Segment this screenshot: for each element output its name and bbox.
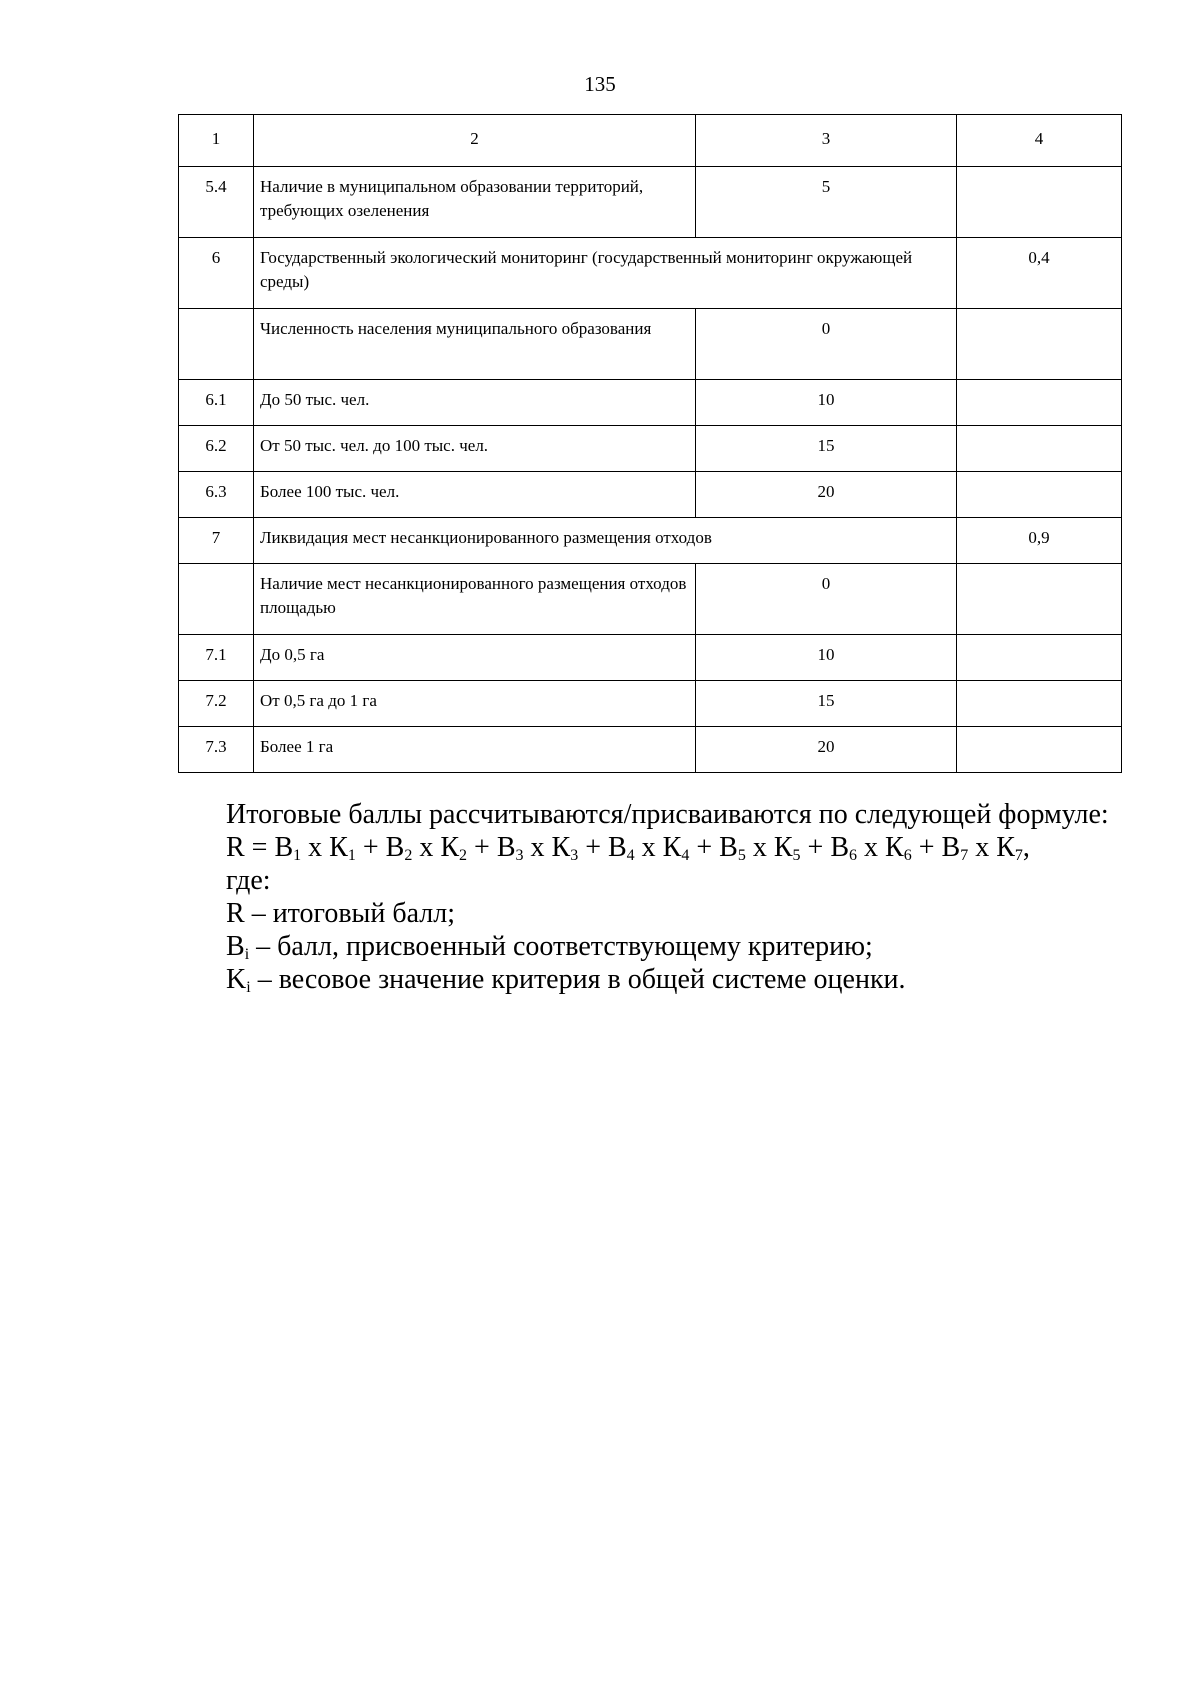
formula-k-symbol: К	[440, 832, 460, 863]
row-number-cell: 7.1	[179, 635, 254, 681]
formula-times: x	[634, 832, 663, 863]
score-cell: 20	[696, 472, 957, 518]
formula-times: x	[523, 832, 552, 863]
formula-plus: +	[689, 832, 720, 863]
score-cell: 5	[696, 167, 957, 238]
formula-plus: +	[578, 832, 608, 863]
formula-k-index: 2	[459, 847, 468, 864]
criteria-table	[178, 114, 1122, 773]
row-number-cell	[179, 309, 254, 380]
formula-where: где:	[226, 865, 271, 896]
table-row	[179, 681, 1122, 727]
definition-line	[226, 930, 1126, 963]
definition-text: – итоговый балл;	[244, 898, 455, 929]
formula-k-index: 7	[1014, 847, 1023, 864]
header-cell-3: 3	[696, 115, 957, 167]
criterion-name-cell: Наличие в муниципальном образовании территорий, требующих озеленения	[254, 167, 696, 238]
formula-end: ,	[1022, 832, 1030, 863]
formula-k-symbol: К	[662, 832, 682, 863]
table-row	[179, 380, 1122, 426]
definition-symbol: B	[226, 931, 245, 962]
formula-b-symbol: B	[607, 832, 627, 863]
formula-b-symbol: B	[496, 832, 516, 863]
formula-expression	[226, 831, 1126, 864]
header-cell-2: 2	[254, 115, 696, 167]
weight-cell: 0,9	[957, 518, 1122, 564]
criterion-name-cell: Более 100 тыс. чел.	[254, 472, 696, 518]
formula-times: x	[412, 832, 441, 863]
header-cell-1: 1	[179, 115, 254, 167]
score-cell: 20	[696, 727, 957, 773]
table-row	[179, 564, 1122, 635]
formula-k-symbol: К	[885, 832, 904, 863]
formula-intro: Итоговые баллы рассчитываются/присваиваются по следующей формуле:	[226, 799, 1109, 830]
score-cell: 15	[696, 681, 957, 727]
formula-k-index: 1	[347, 847, 356, 864]
definition-text: – балл, присвоенный соответствующему критерию;	[249, 931, 873, 962]
formula-k-symbol: К	[773, 832, 793, 863]
definition-symbol: K	[226, 964, 247, 995]
weight-cell	[957, 681, 1122, 727]
weight-cell: 0,4	[957, 238, 1122, 309]
definition-line	[226, 963, 1126, 996]
score-cell: 0	[696, 564, 957, 635]
formula-block	[226, 798, 1126, 996]
formula-times: x	[301, 832, 330, 863]
formula-k-symbol: К	[996, 832, 1015, 863]
row-number-cell: 7	[179, 518, 254, 564]
table-row	[179, 238, 1122, 309]
definition-symbol: R	[226, 898, 245, 929]
score-cell: 10	[696, 380, 957, 426]
criterion-name-cell: Численность населения муниципального образования	[254, 309, 696, 380]
weight-cell	[957, 426, 1122, 472]
formula-b-index: 3	[515, 847, 524, 864]
formula-b-symbol: B	[274, 832, 294, 863]
table-row	[179, 472, 1122, 518]
formula-b-symbol: B	[385, 832, 405, 863]
formula-k-index: 5	[792, 847, 801, 864]
row-number-cell: 5.4	[179, 167, 254, 238]
row-number-cell: 6.2	[179, 426, 254, 472]
weight-cell	[957, 727, 1122, 773]
score-cell: 10	[696, 635, 957, 681]
criterion-name-cell: От 0,5 га до 1 га	[254, 681, 696, 727]
header-cell-4: 4	[957, 115, 1122, 167]
table-row	[179, 426, 1122, 472]
formula-b-symbol: B	[719, 832, 738, 863]
formula-b-index: 2	[404, 847, 413, 864]
criterion-name-cell: До 50 тыс. чел.	[254, 380, 696, 426]
definition-text: – весовое значение критерия в общей системе оценки.	[250, 964, 906, 995]
table-row	[179, 518, 1122, 564]
criterion-name-cell: Наличие мест несанкционированного размещения отходов площадью	[254, 564, 696, 635]
formula-k-index: 4	[681, 847, 690, 864]
weight-cell	[957, 564, 1122, 635]
formula-plus: +	[800, 832, 831, 863]
weight-cell	[957, 167, 1122, 238]
weight-cell	[957, 472, 1122, 518]
table-row	[179, 309, 1122, 380]
criterion-name-cell: Ликвидация мест несанкционированного размещения отходов	[254, 518, 957, 564]
formula-b-index: 1	[293, 847, 302, 864]
definition-line	[226, 897, 1126, 930]
formula-definitions	[226, 897, 1126, 996]
table-header-row	[179, 115, 1122, 167]
weight-cell	[957, 380, 1122, 426]
formula-k-index: 6	[903, 847, 912, 864]
formula-times: x	[745, 832, 774, 863]
row-number-cell	[179, 564, 254, 635]
weight-cell	[957, 309, 1122, 380]
formula-plus: +	[355, 832, 386, 863]
formula-plus: +	[911, 832, 942, 863]
formula-k-symbol: К	[551, 832, 571, 863]
formula-k-index: 3	[570, 847, 579, 864]
criterion-name-cell: Более 1 га	[254, 727, 696, 773]
definition-index: i	[244, 946, 250, 963]
definition-index: i	[246, 979, 251, 996]
formula-lhs: R =	[226, 832, 275, 863]
table-row	[179, 167, 1122, 238]
weight-cell	[957, 635, 1122, 681]
formula-b-symbol: B	[941, 832, 961, 863]
score-cell: 15	[696, 426, 957, 472]
row-number-cell: 6	[179, 238, 254, 309]
formula-plus: +	[467, 832, 497, 863]
score-cell: 0	[696, 309, 957, 380]
row-number-cell: 7.3	[179, 727, 254, 773]
formula-b-index: 7	[960, 847, 969, 864]
row-number-cell: 6.1	[179, 380, 254, 426]
formula-times: x	[857, 832, 886, 863]
formula-times: x	[968, 832, 997, 863]
criterion-name-cell: Государственный экологический мониторинг (государственный мониторинг окружающей среды)	[254, 238, 957, 309]
criteria-table-body	[179, 115, 1122, 773]
formula-b-index: 6	[849, 847, 858, 864]
criterion-name-cell: До 0,5 га	[254, 635, 696, 681]
formula-b-symbol: B	[830, 832, 850, 863]
row-number-cell: 6.3	[179, 472, 254, 518]
table-row	[179, 727, 1122, 773]
row-number-cell: 7.2	[179, 681, 254, 727]
formula-k-symbol: К	[329, 832, 348, 863]
page-number: 135	[584, 72, 616, 96]
table-row	[179, 635, 1122, 681]
formula-b-index: 5	[737, 847, 746, 864]
criterion-name-cell: От 50 тыс. чел. до 100 тыс. чел.	[254, 426, 696, 472]
formula-b-index: 4	[626, 847, 635, 864]
